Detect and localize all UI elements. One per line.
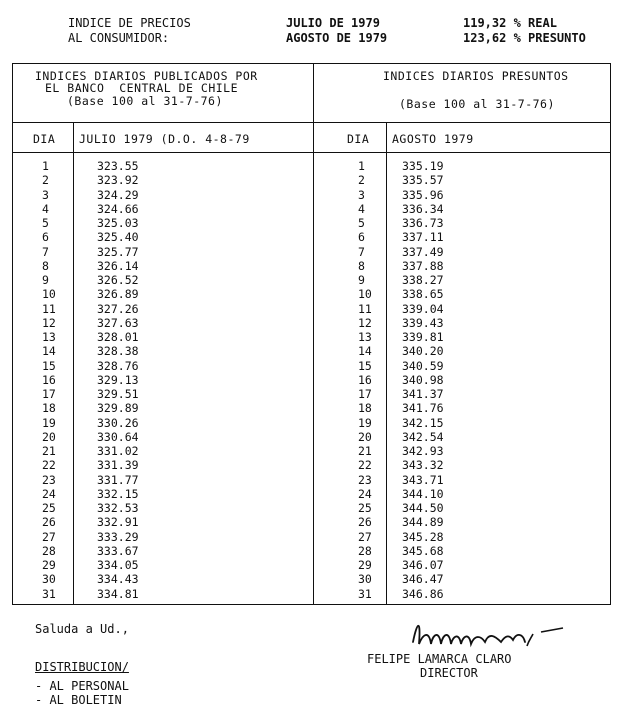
day-right: 22	[358, 458, 372, 473]
day-right: 18	[358, 401, 372, 416]
left-title-line3: (Base 100 al 31-7-76)	[67, 94, 223, 108]
agosto-value: 346.07	[402, 558, 444, 572]
day-left: 28	[42, 543, 56, 558]
julio-value: 329.51	[97, 387, 139, 401]
agosto-value: 346.86	[402, 586, 444, 601]
day-right: 5	[358, 216, 365, 230]
julio-value: 333.67	[97, 543, 139, 558]
day-left: 14	[42, 344, 56, 359]
header-rate-presumed: 123,62 % PRESUNTO	[463, 31, 586, 45]
day-left: 2	[42, 173, 49, 188]
day-left: 6	[42, 230, 49, 245]
julio-value: 331.39	[97, 458, 139, 473]
julio-value: 334.43	[97, 572, 139, 587]
right-title-line1: INDICES DIARIOS PRESUNTOS	[383, 69, 569, 83]
day-right: 4	[358, 201, 365, 216]
julio-value: 333.29	[97, 529, 139, 544]
day-left: 24	[42, 486, 56, 501]
agosto-value: 346.47	[402, 572, 444, 587]
julio-value: 325.77	[97, 244, 139, 259]
agosto-value: 341.76	[402, 401, 444, 416]
day-left: 25	[42, 501, 56, 515]
day-left: 30	[42, 572, 56, 587]
agosto-value: 344.50	[402, 501, 444, 515]
julio-value: 326.52	[97, 273, 139, 287]
agosto-value: 338.65	[402, 287, 444, 302]
julio-value: 330.26	[97, 415, 139, 430]
day-right: 14	[358, 344, 372, 359]
julio-value: 324.66	[97, 201, 139, 216]
julio-value: 332.53	[97, 501, 139, 515]
day-left: 16	[42, 372, 56, 387]
day-right: 21	[358, 444, 372, 458]
day-left: 18	[42, 401, 56, 416]
agosto-value: 345.28	[402, 529, 444, 544]
day-right: 20	[358, 429, 372, 444]
day-left: 15	[42, 358, 56, 373]
center-divider	[313, 64, 314, 604]
agosto-value: 340.20	[402, 344, 444, 359]
agosto-value: 338.27	[402, 273, 444, 287]
day-right: 10	[358, 287, 372, 302]
header-month-july: JULIO DE 1979	[286, 16, 380, 30]
day-right: 19	[358, 415, 372, 430]
agosto-value: 337.11	[402, 230, 444, 245]
agosto-value: 335.57	[402, 173, 444, 188]
day-left: 9	[42, 273, 49, 287]
day-right: 28	[358, 543, 372, 558]
agosto-value: 344.89	[402, 515, 444, 530]
signer-name: FELIPE LAMARCA CLARO	[367, 652, 512, 666]
julio-value: 326.14	[97, 258, 139, 273]
day-right: 1	[358, 159, 365, 173]
agosto-value: 345.68	[402, 543, 444, 558]
agosto-value: 337.88	[402, 258, 444, 273]
day-right: 24	[358, 486, 372, 501]
agosto-value: 335.19	[402, 159, 444, 173]
day-left: 4	[42, 201, 49, 216]
agosto-value: 337.49	[402, 244, 444, 259]
julio-value: 326.89	[97, 287, 139, 302]
day-left: 11	[42, 301, 56, 316]
day-right: 6	[358, 230, 365, 245]
col-header-julio: JULIO 1979 (D.O. 4-8-79	[79, 132, 250, 146]
day-left: 8	[42, 258, 49, 273]
day-right: 7	[358, 244, 365, 259]
agosto-value: 341.37	[402, 387, 444, 401]
col-header-dia-left: DIA	[33, 132, 56, 146]
agosto-value: 340.98	[402, 372, 444, 387]
signature	[405, 612, 565, 652]
day-left: 10	[42, 287, 56, 302]
day-right: 30	[358, 572, 372, 587]
day-left: 31	[42, 586, 56, 601]
day-left: 26	[42, 515, 56, 530]
day-right: 12	[358, 315, 372, 330]
right-title-line2: (Base 100 al 31-7-76)	[399, 97, 555, 111]
day-right: 23	[358, 472, 372, 487]
day-left: 1	[42, 159, 49, 173]
agosto-value: 339.81	[402, 330, 444, 344]
agosto-value: 343.71	[402, 472, 444, 487]
day-right: 25	[358, 501, 372, 515]
right-dia-divider	[386, 122, 387, 604]
header-rate-real: 119,32 % REAL	[463, 16, 557, 30]
signer-title: DIRECTOR	[420, 666, 478, 680]
day-left: 7	[42, 244, 49, 259]
julio-value: 330.64	[97, 429, 139, 444]
day-left: 29	[42, 558, 56, 572]
day-right: 15	[358, 358, 372, 373]
day-right: 9	[358, 273, 365, 287]
julio-value: 328.01	[97, 330, 139, 344]
header-left-line1: INDICE DE PRECIOS	[68, 16, 191, 30]
agosto-value: 335.96	[402, 187, 444, 202]
header-left-line2: AL CONSUMIDOR:	[68, 31, 170, 45]
agosto-value: 339.04	[402, 301, 444, 316]
day-right: 8	[358, 258, 365, 273]
day-right: 13	[358, 330, 372, 344]
julio-value: 331.77	[97, 472, 139, 487]
agosto-value: 342.54	[402, 429, 444, 444]
day-left: 17	[42, 387, 56, 401]
day-right: 16	[358, 372, 372, 387]
distribution-item-boletin: - AL BOLETIN	[35, 693, 122, 707]
julio-value: 329.89	[97, 401, 139, 416]
julio-value: 325.40	[97, 230, 139, 245]
title-separator	[13, 122, 610, 123]
day-right: 29	[358, 558, 372, 572]
julio-value: 323.55	[97, 159, 139, 173]
day-left: 21	[42, 444, 56, 458]
day-left: 13	[42, 330, 56, 344]
day-left: 22	[42, 458, 56, 473]
julio-value: 329.13	[97, 372, 139, 387]
julio-value: 332.91	[97, 515, 139, 530]
julio-value: 328.76	[97, 358, 139, 373]
julio-value: 323.92	[97, 173, 139, 188]
agosto-value: 344.10	[402, 486, 444, 501]
day-right: 11	[358, 301, 372, 316]
day-left: 3	[42, 187, 49, 202]
day-left: 19	[42, 415, 56, 430]
left-dia-divider	[73, 122, 74, 604]
day-right: 2	[358, 173, 365, 188]
agosto-value: 339.43	[402, 315, 444, 330]
agosto-value: 342.15	[402, 415, 444, 430]
agosto-value: 343.32	[402, 458, 444, 473]
day-right: 17	[358, 387, 372, 401]
day-right: 31	[358, 586, 372, 601]
day-left: 20	[42, 429, 56, 444]
julio-value: 324.29	[97, 187, 139, 202]
left-title-line1: INDICES DIARIOS PUBLICADOS POR	[35, 69, 258, 83]
julio-value: 332.15	[97, 486, 139, 501]
day-right: 26	[358, 515, 372, 530]
distribution-item-personal: - AL PERSONAL	[35, 679, 129, 693]
day-right: 27	[358, 529, 372, 544]
day-right: 3	[358, 187, 365, 202]
header-month-august: AGOSTO DE 1979	[286, 31, 388, 45]
day-left: 23	[42, 472, 56, 487]
agosto-value: 336.34	[402, 201, 444, 216]
julio-value: 327.26	[97, 301, 139, 316]
greeting: Saluda a Ud.,	[35, 622, 129, 636]
julio-value: 334.81	[97, 586, 139, 601]
left-title-line2: EL BANCO CENTRAL DE CHILE	[45, 81, 239, 95]
agosto-value: 342.93	[402, 444, 444, 458]
col-header-dia-right: DIA	[347, 132, 370, 146]
julio-value: 328.38	[97, 344, 139, 359]
julio-value: 334.05	[97, 558, 139, 572]
index-table	[12, 63, 611, 605]
agosto-value: 340.59	[402, 358, 444, 373]
day-left: 12	[42, 315, 56, 330]
col-header-agosto: AGOSTO 1979	[392, 132, 474, 146]
day-left: 5	[42, 216, 49, 230]
agosto-value: 336.73	[402, 216, 444, 230]
julio-value: 331.02	[97, 444, 139, 458]
column-header-separator	[13, 152, 610, 153]
julio-value: 325.03	[97, 216, 139, 230]
julio-value: 327.63	[97, 315, 139, 330]
distribution-title: DISTRIBUCION/	[35, 660, 129, 674]
day-left: 27	[42, 529, 56, 544]
